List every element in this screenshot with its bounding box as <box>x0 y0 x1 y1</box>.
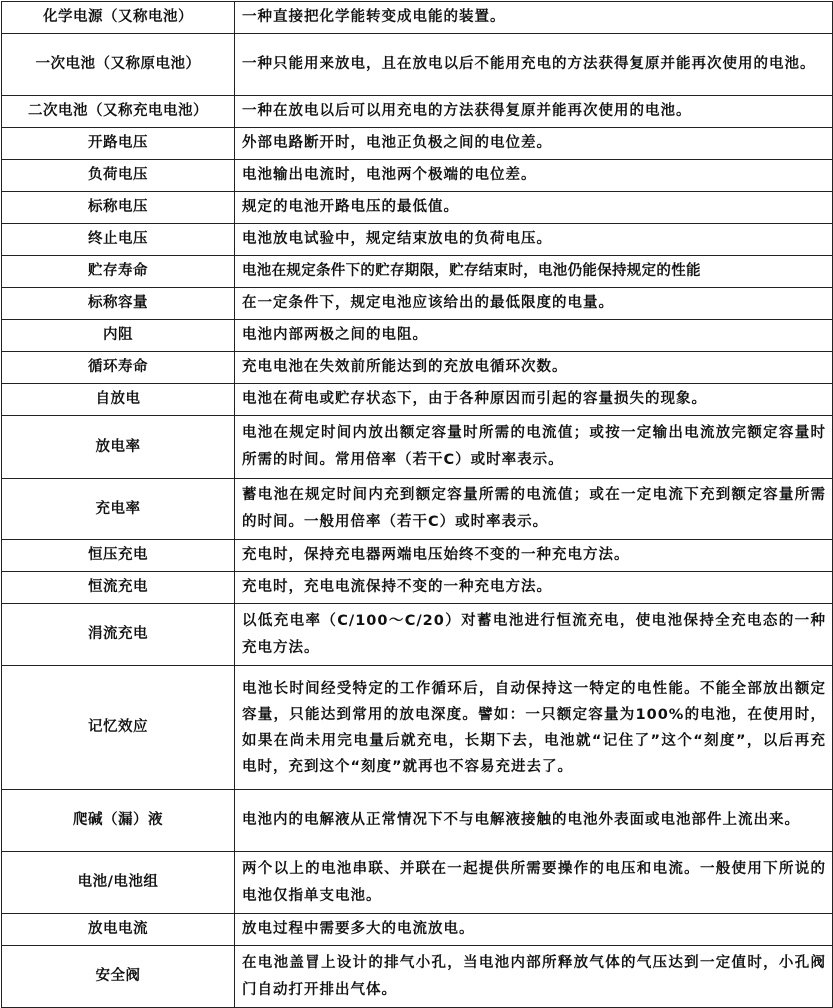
definition-cell: 电池放电试验中，规定结束放电的负荷电压。 <box>235 224 833 256</box>
table-row <box>2 914 833 946</box>
glossary-table <box>1 1 833 1008</box>
table-row <box>2 256 833 288</box>
term-cell: 恒流充电 <box>2 572 235 604</box>
term-cell: 一次电池（又称原电池） <box>2 34 235 96</box>
definition-cell: 电池在规定条件下的贮存期限，贮存结束时，电池仍能保持规定的性能 <box>235 256 833 288</box>
term-cell: 内阻 <box>2 320 235 352</box>
definition-cell: 外部电路断开时，电池正负极之间的电位差。 <box>235 128 833 160</box>
definition-cell: 电池内部两极之间的电阻。 <box>235 320 833 352</box>
table-row <box>2 160 833 192</box>
definition-cell: 电池内的电解液从正常情况下不与电解液接触的电池外表面或电池部件上流出来。 <box>235 790 833 852</box>
term-cell: 充电率 <box>2 479 235 540</box>
table-row <box>2 540 833 572</box>
definition-cell: 充电时，充电电流保持不变的一种充电方法。 <box>235 572 833 604</box>
table-row <box>2 416 833 479</box>
definition-cell: 充电电池在失效前所能达到的充放电循环次数。 <box>235 352 833 384</box>
term-cell: 涓流充电 <box>2 604 235 666</box>
definition-cell: 蓄电池在规定时间内充到额定容量所需的电流值；或在一定电流下充到额定容量所需的时间。一般用倍率（若干C）或时率表示。 <box>235 479 833 540</box>
table-row <box>2 288 833 320</box>
table-row <box>2 224 833 256</box>
term-cell: 标称容量 <box>2 288 235 320</box>
table-row <box>2 320 833 352</box>
table-row <box>2 479 833 540</box>
table-row <box>2 572 833 604</box>
term-cell: 自放电 <box>2 384 235 416</box>
definition-cell: 电池长时间经受特定的工作循环后，自动保持这一特定的电性能。不能全部放出额定容量，只能达到常用的放电深度。譬如：一只额定容量为100%的电池，在使用时，如果在尚未用完电量后就充电，长期下去，电池就“记住了”这个“刻度”，以后再充电时，充到这个“刻度”就再也不容易充进去了。 <box>235 666 833 790</box>
term-cell: 负荷电压 <box>2 160 235 192</box>
definition-cell: 在一定条件下，规定电池应该给出的最低限度的电量。 <box>235 288 833 320</box>
table-row <box>2 128 833 160</box>
term-cell: 恒压充电 <box>2 540 235 572</box>
term-cell: 爬碱（漏）液 <box>2 790 235 852</box>
definition-cell: 一种只能用来放电，且在放电以后不能用充电的方法获得复原并能再次使用的电池。 <box>235 34 833 96</box>
table-row <box>2 384 833 416</box>
table-row <box>2 852 833 914</box>
definition-cell: 充电时，保持充电器两端电压始终不变的一种充电方法。 <box>235 540 833 572</box>
table-row <box>2 790 833 852</box>
term-cell: 化学电源（又称电池） <box>2 2 235 34</box>
term-cell: 终止电压 <box>2 224 235 256</box>
definition-cell: 一种直接把化学能转变成电能的装置。 <box>235 2 833 34</box>
definition-cell: 两个以上的电池串联、并联在一起提供所需要操作的电压和电流。一般使用下所说的电池仅指单支电池。 <box>235 852 833 914</box>
table-row <box>2 946 833 1008</box>
term-cell: 标称电压 <box>2 192 235 224</box>
term-cell: 放电电流 <box>2 914 235 946</box>
term-cell: 电池/电池组 <box>2 852 235 914</box>
table-row <box>2 604 833 666</box>
table-row <box>2 666 833 790</box>
term-cell: 循环寿命 <box>2 352 235 384</box>
definition-cell: 以低充电率（C/100～C/20）对蓄电池进行恒流充电，使电池保持全充电态的一种充电方法。 <box>235 604 833 666</box>
definition-cell: 在电池盖冒上设计的排气小孔，当电池内部所释放气体的气压达到一定值时，小孔阀门自动打开排出气体。 <box>235 946 833 1008</box>
term-cell: 安全阀 <box>2 946 235 1008</box>
table-row <box>2 96 833 128</box>
definition-cell: 放电过程中需要多大的电流放电。 <box>235 914 833 946</box>
term-cell: 开路电压 <box>2 128 235 160</box>
definition-cell: 一种在放电以后可以用充电的方法获得复原并能再次使用的电池。 <box>235 96 833 128</box>
table-row <box>2 2 833 34</box>
term-cell: 记忆效应 <box>2 666 235 790</box>
table-row <box>2 192 833 224</box>
table-row <box>2 34 833 96</box>
term-cell: 二次电池（又称充电电池） <box>2 96 235 128</box>
definition-cell: 电池在规定时间内放出额定容量时所需的电流值；或按一定输出电流放完额定容量时所需的时间。常用倍率（若干C）或时率表示。 <box>235 416 833 479</box>
term-cell: 贮存寿命 <box>2 256 235 288</box>
term-cell: 放电率 <box>2 416 235 479</box>
definition-cell: 电池输出电流时，电池两个极端的电位差。 <box>235 160 833 192</box>
definition-cell: 规定的电池开路电压的最低值。 <box>235 192 833 224</box>
table-row <box>2 352 833 384</box>
definition-cell: 电池在荷电或贮存状态下，由于各种原因而引起的容量损失的现象。 <box>235 384 833 416</box>
